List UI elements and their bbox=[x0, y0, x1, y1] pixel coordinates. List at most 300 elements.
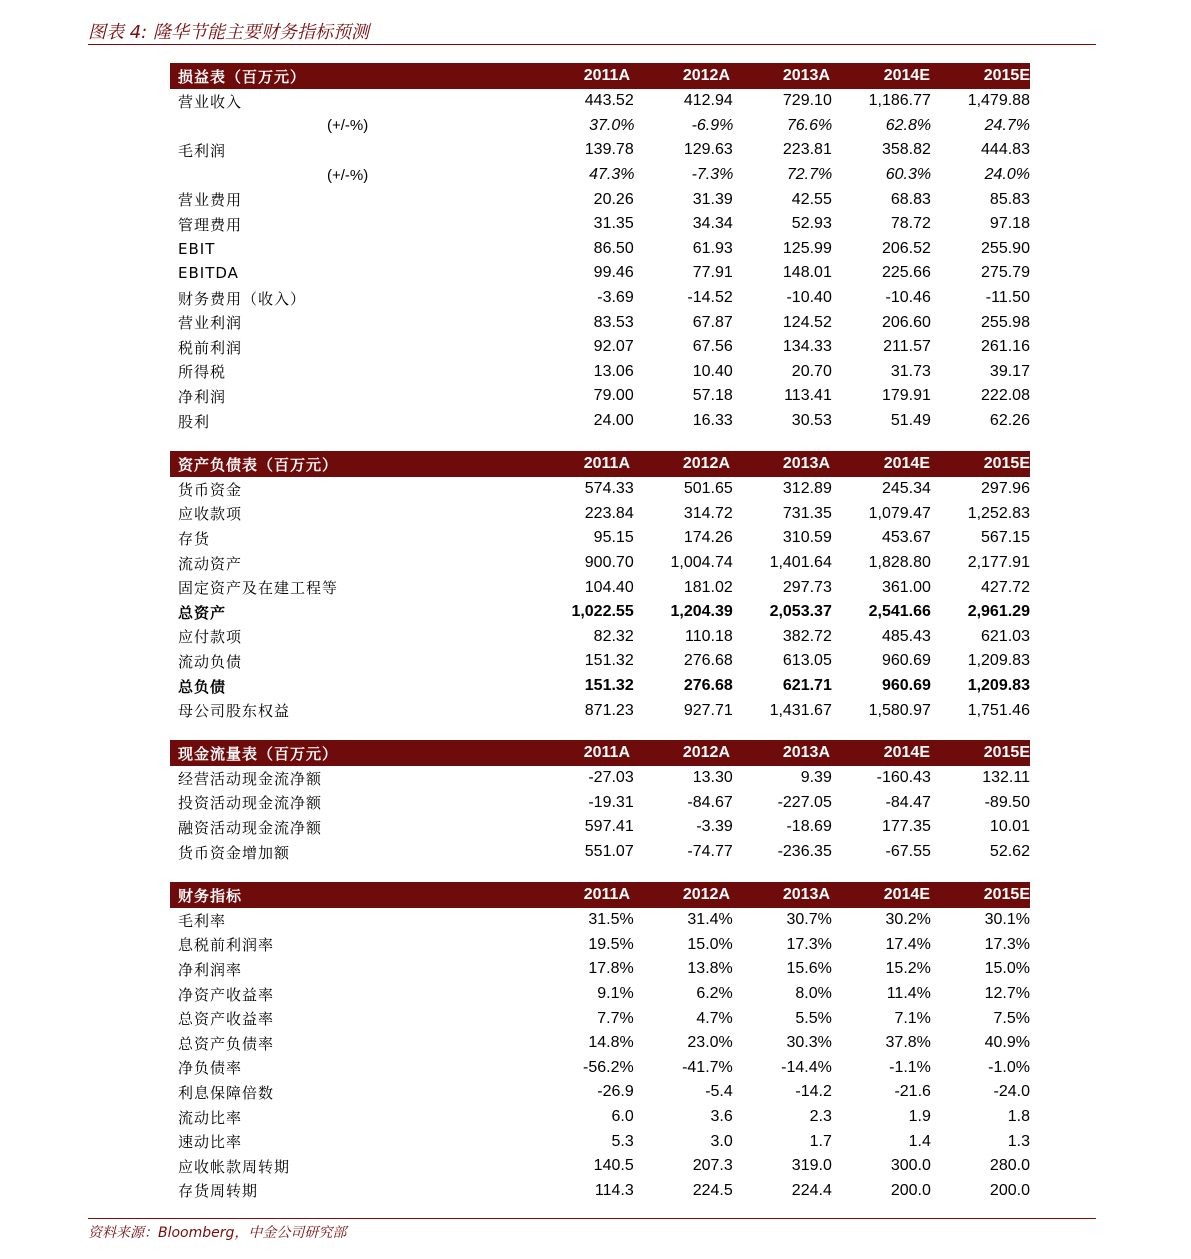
cell-value: -227.05 bbox=[777, 793, 832, 811]
table-row bbox=[170, 310, 1030, 335]
cell-value: 13.8% bbox=[687, 960, 733, 978]
cell-value: 6.0 bbox=[611, 1108, 634, 1126]
cell-value: 37.8% bbox=[885, 1034, 931, 1052]
row-label: 流动资产 bbox=[178, 554, 243, 573]
year-header: 2013A bbox=[782, 744, 830, 761]
cell-value: 17.3% bbox=[984, 935, 1030, 953]
cell-value: -3.69 bbox=[597, 289, 634, 307]
year-header: 2015E bbox=[983, 744, 1030, 761]
cell-value: 10.40 bbox=[692, 362, 733, 380]
cell-value: -5.4 bbox=[705, 1083, 733, 1101]
row-label: 利息保障倍数 bbox=[178, 1083, 275, 1102]
cell-value: 453.67 bbox=[881, 529, 931, 547]
table-row bbox=[170, 933, 1030, 958]
table-row bbox=[170, 1129, 1030, 1154]
cell-value: 276.68 bbox=[683, 652, 733, 670]
cell-value: 1,751.46 bbox=[967, 701, 1030, 719]
cell-value: 61.93 bbox=[692, 239, 733, 257]
cell-value: 223.84 bbox=[584, 504, 634, 522]
table-row bbox=[170, 138, 1030, 163]
row-label: 货币资金 bbox=[178, 480, 243, 499]
cell-value: 30.1% bbox=[984, 911, 1030, 929]
year-header: 2012A bbox=[682, 455, 730, 472]
table-section bbox=[170, 451, 1030, 723]
cell-value: 621.03 bbox=[981, 627, 1030, 645]
row-label: 应收款项 bbox=[178, 505, 243, 524]
row-label: 融资活动现金流净额 bbox=[178, 818, 323, 837]
cell-value: 67.87 bbox=[692, 313, 733, 331]
table-row bbox=[170, 815, 1030, 840]
cell-value: 16.33 bbox=[692, 412, 733, 430]
cell-value: 47.3% bbox=[589, 166, 635, 184]
table-title: 损益表（百万元） bbox=[178, 67, 307, 86]
cell-value: 40.9% bbox=[984, 1034, 1030, 1052]
cell-value: 1.7 bbox=[809, 1132, 832, 1150]
cell-value: 124.52 bbox=[782, 313, 832, 331]
cell-value: 31.4% bbox=[687, 911, 733, 929]
cell-value: 312.89 bbox=[782, 480, 832, 498]
cell-value: 319.0 bbox=[791, 1157, 832, 1175]
cell-value: 78.72 bbox=[890, 215, 931, 233]
cell-value: 485.43 bbox=[881, 627, 931, 645]
cell-value: 597.41 bbox=[584, 818, 634, 836]
row-label: 总负债 bbox=[178, 677, 227, 696]
table-row bbox=[170, 908, 1030, 933]
cell-value: 24.7% bbox=[984, 116, 1030, 134]
table-row bbox=[170, 163, 1030, 188]
cell-value: -1.1% bbox=[889, 1058, 931, 1076]
cell-value: 206.60 bbox=[881, 313, 931, 331]
table-title: 财务指标 bbox=[178, 886, 243, 905]
table-title: 现金流量表（百万元） bbox=[178, 744, 339, 763]
row-label: 速动比率 bbox=[178, 1133, 243, 1152]
cell-value: 297.73 bbox=[782, 578, 832, 596]
cell-value: 15.2% bbox=[885, 960, 931, 978]
table-row bbox=[170, 600, 1030, 625]
table-row bbox=[170, 551, 1030, 576]
cell-value: 255.90 bbox=[981, 239, 1030, 257]
year-header: 2014E bbox=[883, 455, 930, 472]
cell-value: 731.35 bbox=[782, 504, 832, 522]
cell-value: 1,580.97 bbox=[868, 701, 931, 719]
cell-value: 12.7% bbox=[984, 985, 1030, 1003]
cell-value: 2,541.66 bbox=[868, 603, 931, 621]
cell-value: 104.40 bbox=[584, 578, 634, 596]
cell-value: 11.4% bbox=[886, 985, 931, 1003]
cell-value: -14.4% bbox=[781, 1058, 832, 1076]
cell-value: 245.34 bbox=[881, 480, 931, 498]
cell-value: 900.70 bbox=[584, 554, 634, 572]
cell-value: 34.34 bbox=[692, 215, 733, 233]
cell-value: 4.7% bbox=[696, 1009, 733, 1027]
cell-value: 76.6% bbox=[786, 116, 833, 134]
cell-value: 3.0 bbox=[710, 1132, 733, 1150]
cell-value: 2,177.91 bbox=[967, 554, 1030, 572]
cell-value: 960.69 bbox=[881, 677, 931, 695]
year-header: 2012A bbox=[682, 67, 730, 84]
cell-value: 140.5 bbox=[593, 1157, 634, 1175]
year-header: 2011A bbox=[583, 67, 630, 84]
table-row bbox=[170, 212, 1030, 237]
cell-value: 86.50 bbox=[593, 239, 634, 257]
row-label: 流动负债 bbox=[178, 652, 243, 671]
row-label: 投资活动现金流净额 bbox=[178, 794, 323, 813]
row-label: 所得税 bbox=[178, 363, 227, 382]
cell-value: 30.2% bbox=[885, 911, 931, 929]
row-label: 总资产收益率 bbox=[178, 1010, 275, 1029]
cell-value: 206.52 bbox=[881, 239, 931, 257]
top-rule bbox=[88, 44, 1096, 45]
cell-value: 1,401.64 bbox=[769, 554, 832, 572]
cell-value: 9.1% bbox=[597, 985, 634, 1003]
table-row bbox=[170, 1154, 1030, 1179]
table-row bbox=[170, 261, 1030, 286]
table-row bbox=[170, 674, 1030, 699]
cell-value: 19.5% bbox=[588, 935, 634, 953]
year-header: 2011A bbox=[583, 886, 630, 903]
table-row bbox=[170, 409, 1030, 434]
cell-value: 444.83 bbox=[981, 141, 1030, 159]
cell-value: 97.18 bbox=[989, 215, 1030, 233]
cell-value: 1,209.83 bbox=[967, 677, 1030, 695]
cell-value: 20.70 bbox=[791, 362, 832, 380]
cell-value: 85.83 bbox=[989, 190, 1030, 208]
cell-value: 2,053.37 bbox=[769, 603, 832, 621]
table-title: 资产负债表（百万元） bbox=[178, 455, 339, 474]
year-header: 2013A bbox=[782, 67, 830, 84]
cell-value: -74.77 bbox=[687, 843, 733, 861]
cell-value: 222.08 bbox=[981, 387, 1030, 405]
row-label: 应付款项 bbox=[178, 628, 243, 647]
table-row bbox=[170, 526, 1030, 551]
table-row bbox=[170, 698, 1030, 723]
row-label: 存货周转期 bbox=[178, 1182, 259, 1201]
cell-value: -14.2 bbox=[795, 1083, 832, 1101]
year-header: 2015E bbox=[983, 886, 1030, 903]
year-header: 2013A bbox=[782, 886, 830, 903]
cell-value: 39.17 bbox=[989, 362, 1030, 380]
cell-value: 30.7% bbox=[786, 911, 832, 929]
cell-value: 13.30 bbox=[692, 769, 733, 787]
cell-value: 151.32 bbox=[584, 677, 634, 695]
cell-value: 62.8% bbox=[885, 116, 932, 134]
cell-value: 151.32 bbox=[584, 652, 634, 670]
table-row bbox=[170, 360, 1030, 385]
table-row bbox=[170, 791, 1030, 816]
cell-value: 5.5% bbox=[795, 1009, 832, 1027]
cell-value: 67.56 bbox=[692, 338, 733, 356]
table-row bbox=[170, 237, 1030, 262]
table-row bbox=[170, 649, 1030, 674]
cell-value: 1.3 bbox=[1007, 1132, 1030, 1150]
cell-value: 148.01 bbox=[782, 264, 832, 282]
row-label: 净利润率 bbox=[178, 960, 243, 979]
row-label: 货币资金增加额 bbox=[178, 843, 291, 862]
cell-value: 7.7% bbox=[597, 1009, 634, 1027]
cell-value: -11.50 bbox=[985, 289, 1030, 307]
cell-value: 200.0 bbox=[890, 1181, 931, 1199]
cell-value: -27.03 bbox=[588, 769, 634, 787]
table-row bbox=[170, 957, 1030, 982]
table-header bbox=[170, 451, 1030, 477]
cell-value: 927.71 bbox=[683, 701, 733, 719]
cell-value: 1,828.80 bbox=[868, 554, 931, 572]
cell-value: 1,079.47 bbox=[868, 504, 931, 522]
cell-value: 139.78 bbox=[584, 141, 634, 159]
cell-value: 37.0% bbox=[589, 116, 635, 134]
table-section bbox=[170, 740, 1030, 864]
cell-value: 1.8 bbox=[1007, 1108, 1030, 1126]
cell-value: -10.40 bbox=[786, 289, 832, 307]
cell-value: 200.0 bbox=[989, 1181, 1030, 1199]
cell-value: 613.05 bbox=[782, 652, 832, 670]
cell-value: 300.0 bbox=[890, 1157, 931, 1175]
table-row bbox=[170, 1080, 1030, 1105]
table-row bbox=[170, 502, 1030, 527]
cell-value: -7.3% bbox=[691, 166, 734, 184]
cell-value: -236.35 bbox=[777, 843, 832, 861]
cell-value: 68.83 bbox=[890, 190, 931, 208]
cell-value: -160.43 bbox=[876, 769, 931, 787]
cell-value: 255.98 bbox=[981, 313, 1030, 331]
table-section bbox=[170, 882, 1030, 1203]
cell-value: 174.26 bbox=[683, 529, 733, 547]
row-label: EBIT bbox=[178, 239, 216, 258]
row-label: 营业收入 bbox=[178, 92, 243, 111]
row-label: 净负债率 bbox=[178, 1059, 243, 1078]
cell-value: 13.06 bbox=[593, 362, 634, 380]
cell-value: 297.96 bbox=[981, 480, 1030, 498]
cell-value: 427.72 bbox=[981, 578, 1030, 596]
cell-value: 1,431.67 bbox=[769, 701, 832, 719]
cell-value: 223.81 bbox=[782, 141, 832, 159]
row-label: 存货 bbox=[178, 529, 211, 548]
bottom-rule bbox=[88, 1218, 1096, 1219]
cell-value: 31.39 bbox=[692, 190, 733, 208]
cell-value: 72.7% bbox=[786, 166, 833, 184]
table-row bbox=[170, 477, 1030, 502]
cell-value: 9.39 bbox=[800, 769, 832, 787]
row-label: 股利 bbox=[178, 412, 211, 431]
cell-value: -41.7% bbox=[682, 1058, 733, 1076]
table-row bbox=[170, 625, 1030, 650]
year-header: 2012A bbox=[682, 744, 730, 761]
cell-value: 24.0% bbox=[984, 166, 1030, 184]
cell-value: 17.8% bbox=[588, 960, 634, 978]
cell-value: -84.47 bbox=[885, 793, 931, 811]
row-label: 管理费用 bbox=[178, 215, 243, 234]
cell-value: 15.0% bbox=[687, 935, 733, 953]
cell-value: 1.4 bbox=[908, 1132, 931, 1150]
table-row bbox=[170, 575, 1030, 600]
cell-value: 82.32 bbox=[593, 627, 634, 645]
cell-value: 60.3% bbox=[885, 166, 932, 184]
table-row bbox=[170, 286, 1030, 311]
cell-value: 14.8% bbox=[588, 1034, 634, 1052]
cell-value: 1,022.55 bbox=[571, 603, 634, 621]
cell-value: -3.39 bbox=[696, 818, 733, 836]
table-row bbox=[170, 1031, 1030, 1056]
cell-value: 15.6% bbox=[786, 960, 832, 978]
cell-value: 5.3 bbox=[611, 1132, 634, 1150]
cell-value: 83.53 bbox=[593, 313, 634, 331]
cell-value: 132.11 bbox=[982, 769, 1030, 787]
table-header bbox=[170, 740, 1030, 766]
cell-value: 62.26 bbox=[989, 412, 1030, 430]
table-header bbox=[170, 882, 1030, 908]
cell-value: 57.18 bbox=[692, 387, 733, 405]
row-label: 营业利润 bbox=[178, 314, 243, 333]
cell-value: 31.5% bbox=[588, 911, 634, 929]
cell-value: 621.71 bbox=[782, 677, 832, 695]
cell-value: 310.59 bbox=[782, 529, 832, 547]
source-note: 资料来源：Bloomberg，中金公司研究部 bbox=[88, 1225, 347, 1241]
cell-value: 1,252.83 bbox=[967, 504, 1030, 522]
cell-value: 92.07 bbox=[593, 338, 634, 356]
cell-value: 412.94 bbox=[683, 92, 733, 110]
cell-value: 6.2% bbox=[696, 985, 733, 1003]
table-row bbox=[170, 384, 1030, 409]
year-header: 2012A bbox=[682, 886, 730, 903]
cell-value: -89.50 bbox=[984, 793, 1030, 811]
cell-value: -10.46 bbox=[885, 289, 931, 307]
cell-value: 51.49 bbox=[890, 412, 931, 430]
cell-value: 382.72 bbox=[782, 627, 832, 645]
cell-value: 114.3 bbox=[594, 1181, 634, 1199]
year-header: 2015E bbox=[983, 67, 1030, 84]
row-label: 应收帐款周转期 bbox=[178, 1157, 291, 1176]
table-row bbox=[170, 1105, 1030, 1130]
cell-value: 361.00 bbox=[881, 578, 931, 596]
cell-value: 501.65 bbox=[683, 480, 733, 498]
cell-value: 52.93 bbox=[791, 215, 832, 233]
cell-value: 7.1% bbox=[894, 1009, 931, 1027]
cell-value: 276.68 bbox=[683, 677, 733, 695]
cell-value: 567.15 bbox=[981, 529, 1030, 547]
cell-value: 314.72 bbox=[683, 504, 733, 522]
row-label: (+/-%) bbox=[327, 166, 369, 184]
table-header bbox=[170, 63, 1030, 89]
cell-value: 1,209.83 bbox=[967, 652, 1030, 670]
cell-value: -56.2% bbox=[583, 1058, 634, 1076]
cell-value: 871.23 bbox=[584, 701, 634, 719]
year-header: 2014E bbox=[883, 67, 930, 84]
table-row bbox=[170, 335, 1030, 360]
cell-value: 110.18 bbox=[685, 627, 733, 645]
table-row bbox=[170, 1056, 1030, 1081]
cell-value: 224.5 bbox=[692, 1181, 733, 1199]
cell-value: 42.55 bbox=[791, 190, 832, 208]
row-label: 财务费用（收入） bbox=[178, 289, 307, 308]
row-label: 经营活动现金流净额 bbox=[178, 769, 323, 788]
cell-value: 24.00 bbox=[593, 412, 634, 430]
cell-value: 1,004.74 bbox=[670, 554, 733, 572]
year-header: 2011A bbox=[583, 744, 630, 761]
cell-value: 8.0% bbox=[795, 985, 832, 1003]
cell-value: 10.01 bbox=[989, 818, 1030, 836]
row-label: 总资产负债率 bbox=[178, 1034, 275, 1053]
cell-value: 181.02 bbox=[683, 578, 733, 596]
cell-value: -1.0% bbox=[988, 1058, 1030, 1076]
table-row bbox=[170, 1179, 1030, 1204]
cell-value: -24.0 bbox=[993, 1083, 1030, 1101]
cell-value: 23.0% bbox=[687, 1034, 733, 1052]
table-row bbox=[170, 766, 1030, 791]
table-row bbox=[170, 840, 1030, 865]
cell-value: 1,479.88 bbox=[967, 92, 1030, 110]
cell-value: 52.62 bbox=[989, 843, 1030, 861]
table-row bbox=[170, 187, 1030, 212]
cell-value: -21.6 bbox=[894, 1083, 931, 1101]
cell-value: 31.73 bbox=[890, 362, 931, 380]
cell-value: 960.69 bbox=[881, 652, 931, 670]
cell-value: 99.46 bbox=[593, 264, 634, 282]
cell-value: 1,186.77 bbox=[868, 92, 931, 110]
cell-value: 15.0% bbox=[984, 960, 1030, 978]
year-header: 2013A bbox=[782, 455, 830, 472]
cell-value: 1,204.39 bbox=[670, 603, 733, 621]
row-label: EBITDA bbox=[178, 264, 239, 283]
cell-value: 225.66 bbox=[881, 264, 931, 282]
cell-value: 443.52 bbox=[584, 92, 634, 110]
cell-value: 129.63 bbox=[683, 141, 733, 159]
row-label: 毛利润 bbox=[178, 141, 227, 160]
cell-value: 275.79 bbox=[981, 264, 1030, 282]
table-row bbox=[170, 982, 1030, 1007]
row-label: 净资产收益率 bbox=[178, 985, 275, 1004]
row-label: 母公司股东权益 bbox=[178, 702, 291, 721]
cell-value: 77.91 bbox=[692, 264, 733, 282]
row-label: 总资产 bbox=[178, 603, 227, 622]
row-label: 毛利率 bbox=[178, 911, 227, 930]
cell-value: 207.3 bbox=[692, 1157, 733, 1175]
cell-value: 224.4 bbox=[791, 1181, 832, 1199]
cell-value: 280.0 bbox=[989, 1157, 1030, 1175]
figure-title: 图表 4: 隆华节能主要财务指标预测 bbox=[88, 22, 369, 43]
cell-value: 7.5% bbox=[993, 1009, 1030, 1027]
cell-value: 261.16 bbox=[981, 338, 1030, 356]
cell-value: 134.33 bbox=[782, 338, 832, 356]
cell-value: 358.82 bbox=[881, 141, 931, 159]
cell-value: 17.4% bbox=[885, 935, 931, 953]
row-label: (+/-%) bbox=[327, 117, 369, 135]
cell-value: -19.31 bbox=[588, 793, 634, 811]
table-row bbox=[170, 89, 1030, 114]
cell-value: 113.41 bbox=[784, 387, 832, 405]
table-row bbox=[170, 1006, 1030, 1031]
year-header: 2014E bbox=[883, 744, 930, 761]
cell-value: 2,961.29 bbox=[967, 603, 1030, 621]
cell-value: -84.67 bbox=[687, 793, 733, 811]
cell-value: 30.53 bbox=[791, 412, 832, 430]
row-label: 息税前利润率 bbox=[178, 936, 275, 955]
row-label: 净利润 bbox=[178, 387, 227, 406]
cell-value: 177.35 bbox=[881, 818, 931, 836]
cell-value: -18.69 bbox=[786, 818, 832, 836]
row-label: 固定资产及在建工程等 bbox=[178, 579, 339, 598]
row-label: 流动比率 bbox=[178, 1108, 243, 1127]
year-header: 2011A bbox=[583, 455, 630, 472]
cell-value: 125.99 bbox=[782, 239, 832, 257]
row-label: 营业费用 bbox=[178, 191, 243, 210]
cell-value: 3.6 bbox=[710, 1108, 733, 1126]
cell-value: 2.3 bbox=[809, 1108, 832, 1126]
cell-value: 30.3% bbox=[786, 1034, 832, 1052]
year-header: 2014E bbox=[883, 886, 930, 903]
cell-value: 551.07 bbox=[584, 843, 634, 861]
table-row bbox=[170, 114, 1030, 139]
cell-value: 1.9 bbox=[908, 1108, 931, 1126]
